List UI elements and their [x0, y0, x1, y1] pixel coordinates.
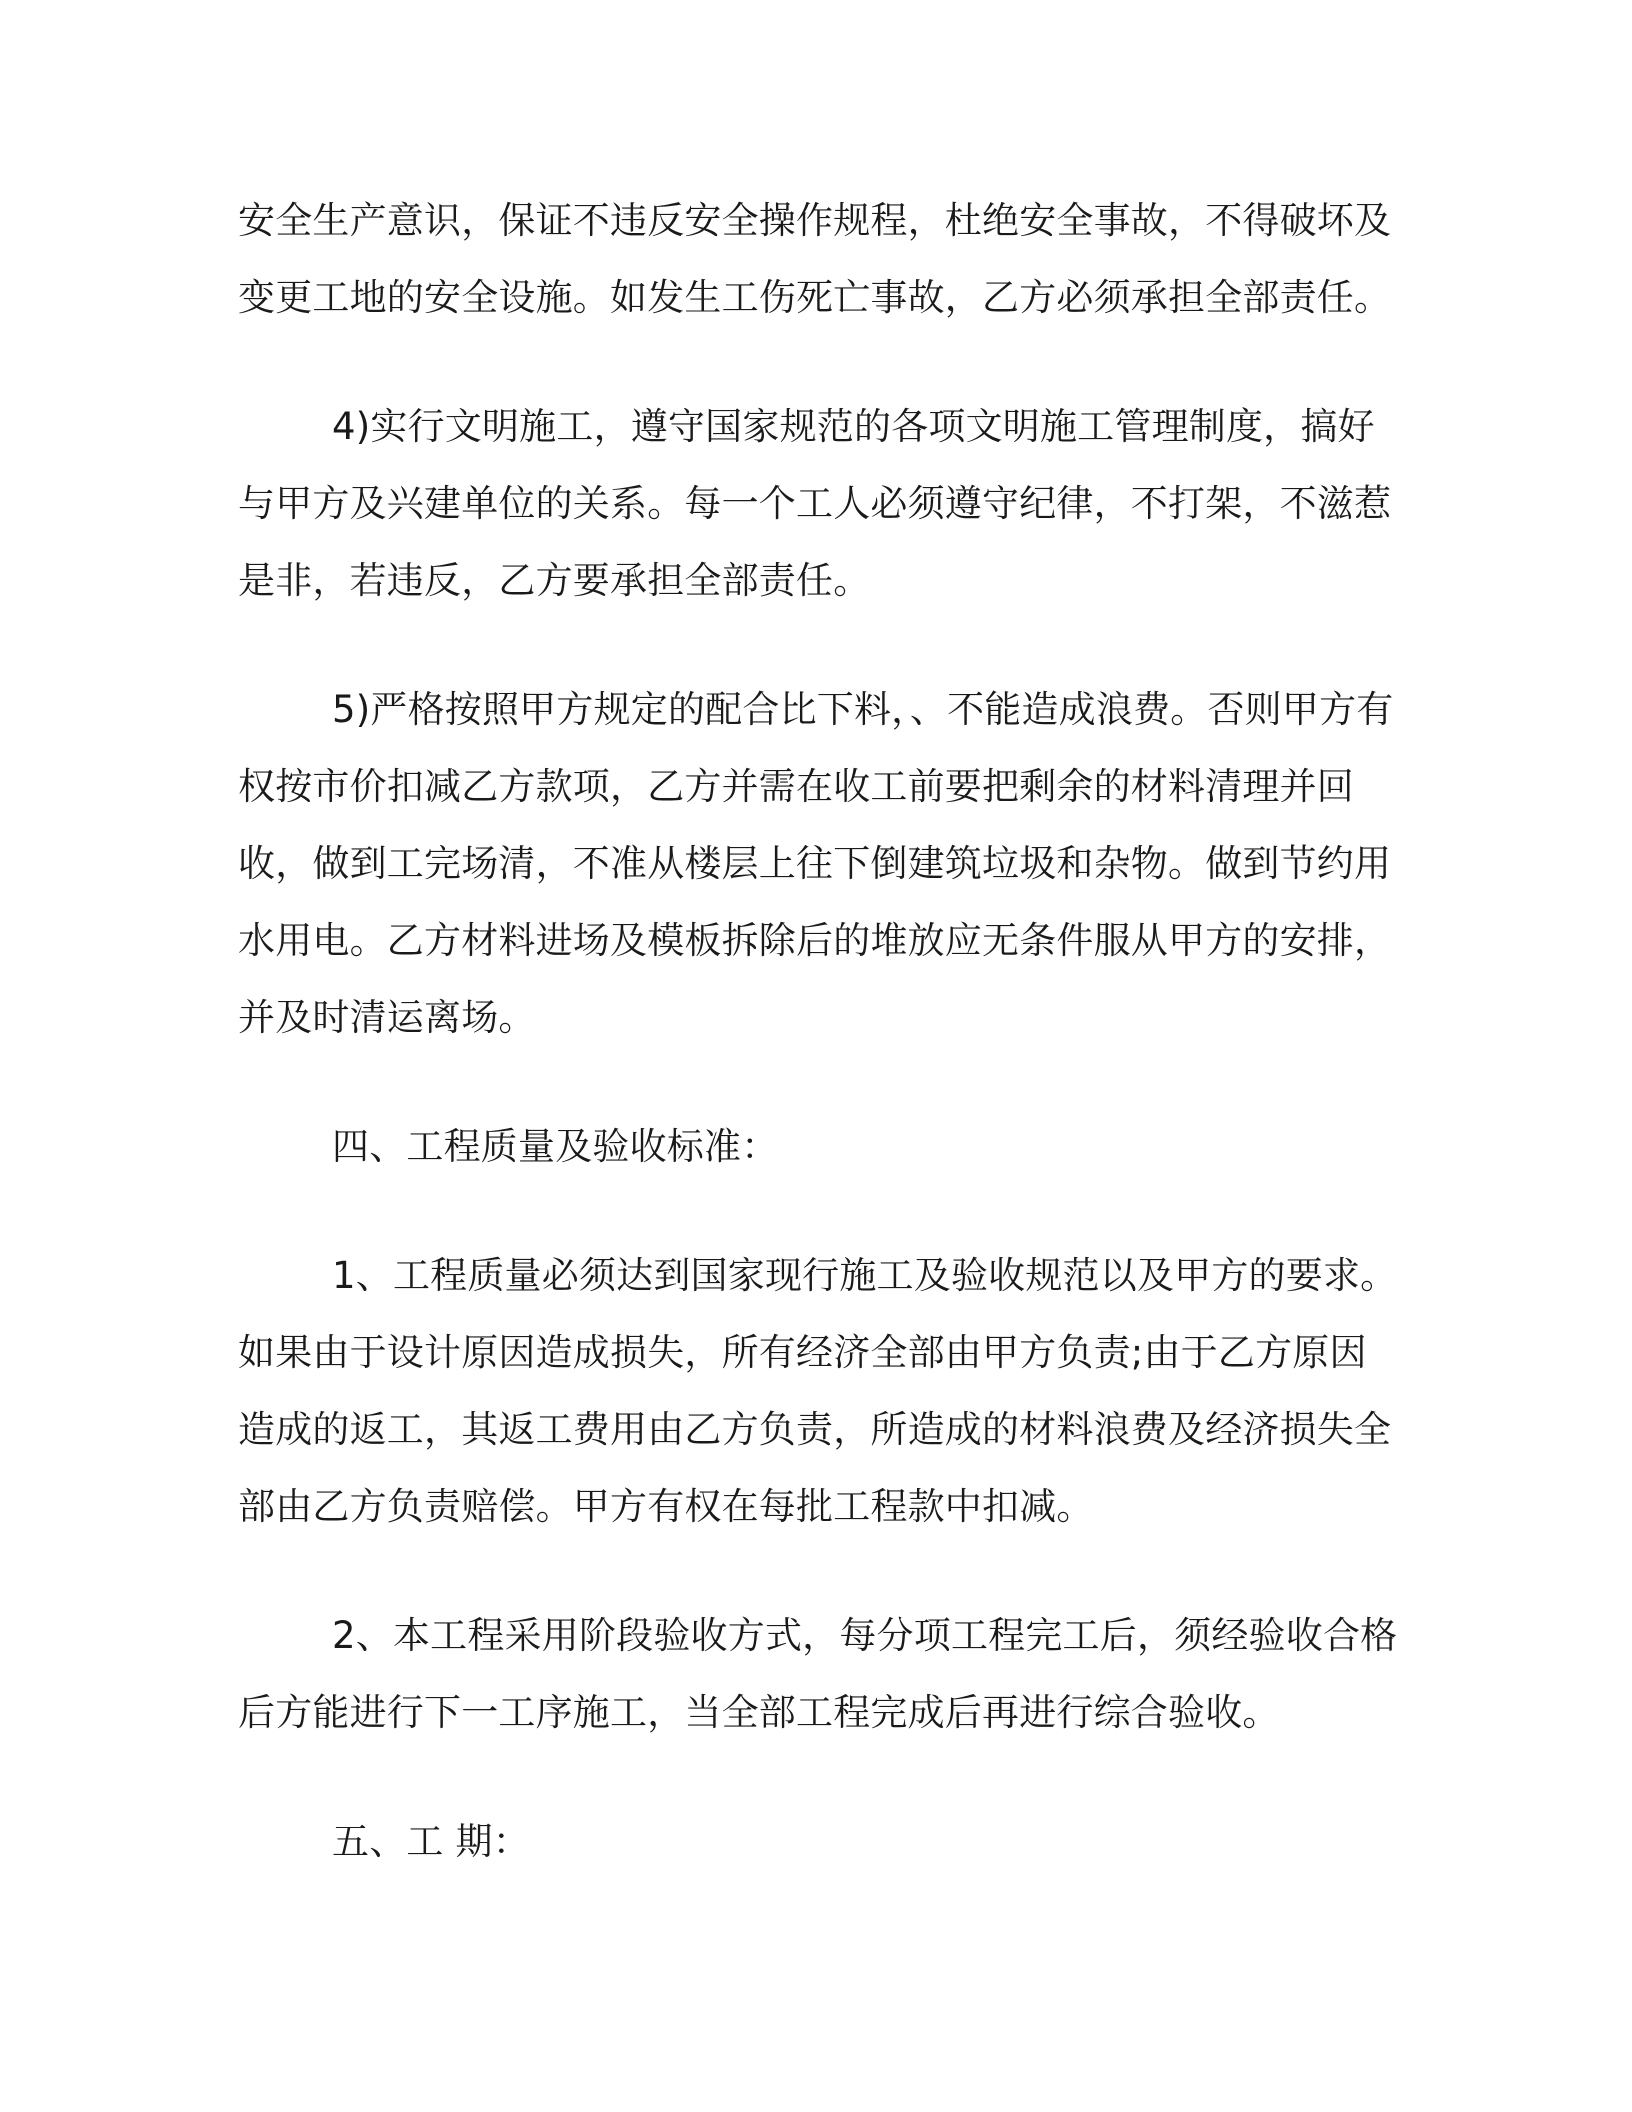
paragraph-quality-1: 1、工程质量必须达到国家现行施工及验收规范以及甲方的要求。如果由于设计原因造成损失，所有经济全部由甲方负责;由于乙方原因造成的返工，其返工费用由乙方负责，所造成的材料浪费及经济损失全部由乙方负责赔偿。甲方有权在每批工程款中扣减。 — [238, 1254, 1398, 1528]
paragraph-quality-2: 2、本工程采用阶段验收方式，每分项工程完工后，须经验收合格后方能进行下一工序施工，当全部工程完成后再进行综合验收。 — [238, 1614, 1398, 1734]
section-heading-quality: 四、工程质量及验收标准： — [332, 1125, 779, 1168]
document-body — [238, 182, 1403, 1932]
section-heading-schedule: 五、工 期： — [332, 1820, 530, 1863]
paragraph-item-5: 5)严格按照甲方规定的配合比下料，、不能造成浪费。否则甲方有权按市价扣减乙方款项，乙方并需在收工前要把剩余的材料清理并回收，做到工完场清，不准从楼层上往下倒建筑垃圾和杂物。做到节约用水用电。乙方材料进场及模板拆除后的堆放应无条件服从甲方的安排，并及时清运离场。 — [238, 688, 1394, 1039]
paragraph-item-4: 4)实行文明施工，遵守国家规范的各项文明施工管理制度，搞好与甲方及兴建单位的关系。每一个工人必须遵守纪律，不打架，不滋惹是非，若违反，乙方要承担全部责任。 — [238, 405, 1392, 602]
paragraph-safety-continued: 安全生产意识，保证不违反安全操作规程，杜绝安全事故，不得破坏及变更工地的安全设施。如发生工伤死亡事故，乙方必须承担全部责任。 — [238, 199, 1392, 319]
